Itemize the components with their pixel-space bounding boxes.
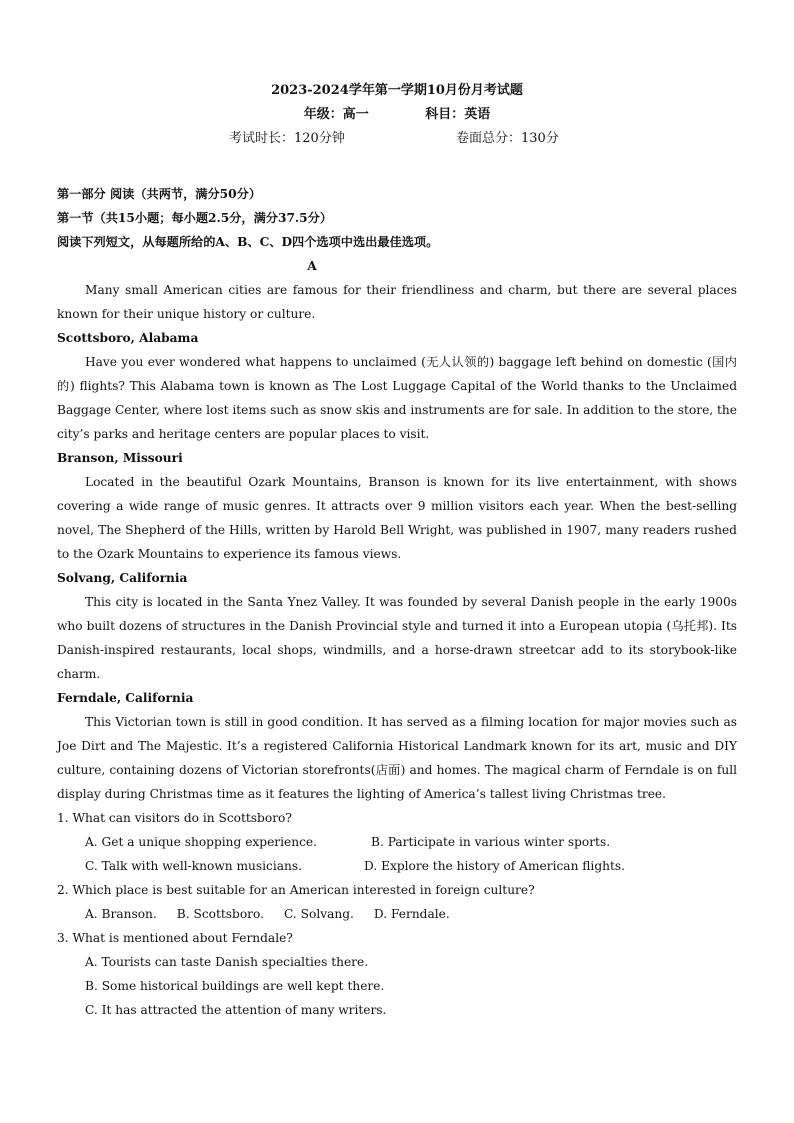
place-paragraph: This Victorian town is still in good condition. It has served as a filming location for major movies such as Joe Dirt and The Majestic. It’s a registered California Historical Landmark known for its art, music and DIY culture, containing dozens of Victorian storefronts(店面) and homes. The magical charm of Ferndale is on full display during Christmas time as it features the lighting of America’s tallest living Christmas tree.	[57, 715, 737, 801]
option: C. Solvang.	[284, 907, 354, 921]
place-paragraph: Located in the beautiful Ozark Mountains, Branson is known for its live entertainment, with shows covering a wide range of music genres. It attracts over 9 million visitors each year. When the best-selling novel, The Shepherd of the Hills, written by Harold Bell Wright, was published in 1907, many readers rushed to the Ozark Mountains to experience its famous views.	[57, 475, 737, 561]
exam-content	[57, 182, 737, 1022]
place-paragraph: Have you ever wondered what happens to unclaimed (无人认领的) baggage left behind on domestic (国内的) flights? This Alabama town is known as The Lost Luggage Capital of the World thanks to the Unclaimed Baggage Center, where lost items such as snow skis and instruments are for sale. In addition to the store, the city’s parks and heritage centers are popular places to visit.	[57, 355, 737, 441]
part-heading: 第一部分 阅读（共两节，满分50分）	[57, 187, 262, 201]
exam-duration: 考试时长：120分钟	[229, 131, 345, 146]
exam-title: 2023-2024学年第一学期10月份月考试题	[271, 83, 523, 98]
grade-subject-line	[0, 103, 794, 122]
option: D. Ferndale.	[373, 907, 450, 921]
option-row	[57, 902, 737, 926]
option-row	[57, 830, 737, 854]
option: B. Participate in various winter sports.	[371, 835, 611, 849]
place-heading: Ferndale, California	[57, 691, 194, 705]
question-stem: 3. What is mentioned about Ferndale?	[57, 931, 293, 945]
option: B. Scottsboro.	[176, 907, 264, 921]
option: C. It has attracted the attention of many writers.	[85, 1003, 387, 1017]
instruction-text: 阅读下列短文，从每题所给的A、B、C、D四个选项中选出最佳选项。	[57, 235, 439, 249]
passage-letter: A	[307, 259, 317, 273]
option: D. Explore the history of American flights.	[364, 859, 625, 873]
option: B. Some historical buildings are well kept there.	[85, 979, 385, 993]
option: A. Branson.	[85, 907, 157, 921]
question-stem: 2. Which place is best suitable for an American interested in foreign culture?	[57, 883, 535, 897]
place-paragraph: This city is located in the Santa Ynez Valley. It was founded by several Danish people in the early 1900s who built dozens of structures in the Danish Provincial style and turned it into a European utopia (乌托邦). Its Danish-inspired restaurants, local shops, windmills, and a horse-drawn streetcar add to its storybook-like charm.	[57, 595, 737, 681]
option-row	[57, 854, 737, 878]
total-score: 卷面总分：130分	[456, 131, 559, 146]
grade-label: 年级：高一	[303, 107, 369, 122]
place-heading: Scottsboro, Alabama	[57, 331, 199, 345]
option: A. Tourists can taste Danish specialties there.	[85, 955, 369, 969]
option: C. Talk with well-known musicians.	[85, 859, 303, 873]
question-stem: 1. What can visitors do in Scottsboro?	[57, 811, 292, 825]
place-heading: Branson, Missouri	[57, 451, 183, 465]
subject-label: 科目：英语	[425, 107, 491, 122]
passage-intro: Many small American cities are famous for their friendliness and charm, but there are several places known for their unique history or culture.	[57, 283, 737, 321]
section-heading: 第一节（共15小题；每小题2.5分，满分37.5分）	[57, 211, 333, 225]
option: A. Get a unique shopping experience.	[85, 835, 318, 849]
place-heading: Solvang, California	[57, 571, 188, 585]
